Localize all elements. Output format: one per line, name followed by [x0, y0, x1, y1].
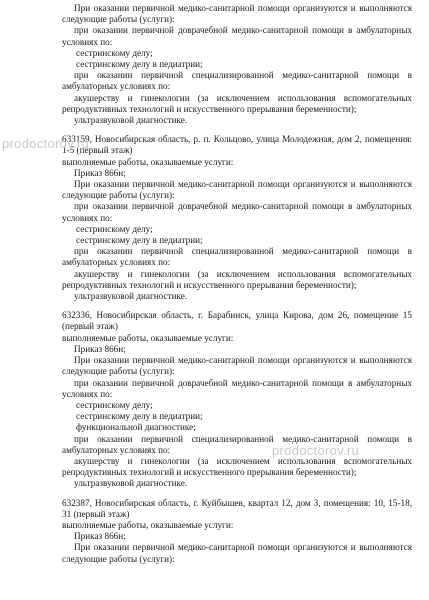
list-item: сестринскому делу; [76, 47, 153, 58]
address: 632387, Новосибирская область, г. Куйбышев, квартал 12, дом 3, помещения: 10, 15-18, 31 (первый этаж) [62, 497, 412, 519]
paragraph: выполняемые работы, оказываемые услуги: [62, 519, 234, 530]
section-4 [62, 498, 412, 565]
paragraph: ультразвуковой диагностике. [74, 291, 188, 302]
document-body [62, 0, 412, 565]
paragraph: При оказании первичной медико-санитарной помощи организуются и выполняются следующие работы (услуги): [62, 355, 412, 377]
watermark: prodoctorov.ru [272, 443, 360, 458]
paragraph: ультразвуковой диагностике. [74, 478, 188, 489]
section-1 [62, 0, 412, 126]
paragraph: при оказании первичной доврачебной медико-санитарной помощи в амбулаторных условиях по: [62, 25, 412, 47]
paragraph: ультразвуковой диагностике. [74, 115, 188, 126]
paragraph: При оказании первичной медико-санитарной помощи организуются и выполняются следующие работы (услуги): [62, 3, 412, 25]
paragraph: акушерству и гинекологии (за исключением использования вспомогательных репродуктивных технологий и искусственного прерывания беременности); [62, 455, 412, 478]
watermark: prodoctorov.ru [2, 136, 90, 151]
section-3 [62, 310, 412, 489]
paragraph: при оказании первичной специализированной медико-санитарной помощи в амбулаторных условиях по: [62, 70, 412, 92]
paragraph: При оказании первичной медико-санитарной помощи организуются и выполняются следующие работы (услуги): [62, 179, 412, 201]
paragraph: при оказании первичной доврачебной медико-санитарной помощи в амбулаторных условиях по: [62, 377, 412, 399]
order-ref: Приказ 866н; [74, 343, 126, 354]
list-item: сестринскому делу в педиатрии; [76, 59, 203, 70]
list-item: функциональной диагностике; [76, 422, 196, 433]
list-item: сестринскому делу; [76, 223, 153, 234]
list-item: сестринскому делу в педиатрии; [76, 235, 203, 246]
paragraph: при оказании первичной специализированной медико-санитарной помощи в амбулаторных условиях по: [62, 433, 412, 455]
address: 632336, Новосибирская область, г. Барабинск, улица Кирова, дом 26, помещение 15 (первый этаж) [62, 310, 412, 332]
list-item: сестринскому делу; [76, 399, 153, 410]
order-ref: Приказ 866н; [74, 167, 126, 178]
paragraph: при оказании первичной доврачебной медико-санитарной помощи в амбулаторных условиях по: [62, 201, 412, 223]
paragraph: выполняемые работы, оказываемые услуги: [62, 332, 234, 343]
paragraph: при оказании первичной специализированной медико-санитарной помощи в амбулаторных условиях по: [62, 246, 412, 268]
paragraph: акушерству и гинекологии (за исключением использования вспомогательных репродуктивных технологий и искусственного прерывания беременности); [62, 92, 412, 114]
paragraph: выполняемые работы, оказываемые услуги: [62, 156, 234, 167]
paragraph: При оказании первичной медико-санитарной помощи организуются и выполняются следующие работы (услуги): [62, 542, 412, 564]
paragraph: акушерству и гинекологии (за исключением использования вспомогательных репродуктивных технологий и искусственного прерывания беременности); [62, 268, 412, 290]
order-ref: Приказ 866н; [74, 531, 126, 542]
section-2 [62, 134, 412, 302]
address: 633159, Новосибирская область, р. п. Кольцово, улица Молодежная, дом 2, помещения: 1-5 (первый этаж) [62, 134, 412, 156]
list-item: сестринскому делу в педиатрии; [76, 411, 203, 422]
